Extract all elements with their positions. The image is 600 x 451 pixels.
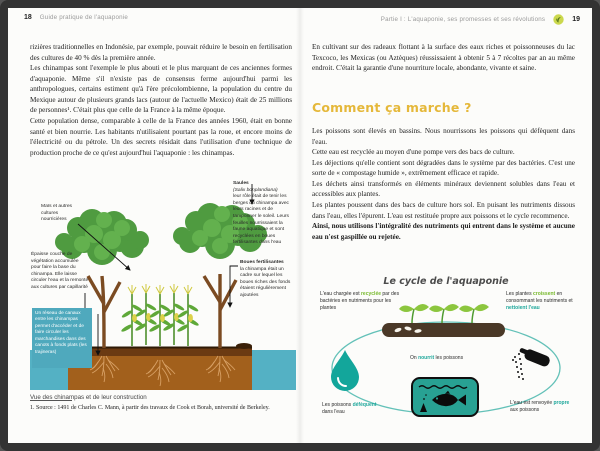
cycle-label-clean-water: L'eau est renvoyée propre aux poissons [510, 400, 570, 413]
right-page-number: 19 [572, 16, 580, 23]
chinampa-diagram [30, 180, 296, 422]
willow-trunks [88, 274, 236, 348]
right-paragraph-2: Cette eau est recyclée au moyen d'une pompe vers des bacs de culture. [312, 148, 515, 157]
cycle-label-plants: Les plantes croissent en consommant les nutriments et nettoient l'eau [506, 291, 573, 311]
left-running-title: Guide pratique de l'aquaponie [39, 14, 128, 21]
fish-tank [412, 378, 478, 416]
cycle-label-fish-waste: Les poissons défèquent dans l'eau [322, 402, 377, 415]
aquaponics-cycle-diagram [312, 276, 580, 441]
left-paragraph-3: Cette population dense, comparable à celle de la France des années 1960, était en bonne santé et bien nourrie. Les habitants n'utilisaient pourtant pas la roue, et encore moins de l'électricité ou du pétrole. Un des secrets résidait dans l'utilisation d'une technique de production proche de ce qu'est aujourd'hui l'aquaponie : les chinampas. [30, 117, 292, 157]
page-gutter [296, 8, 304, 443]
figure-caption: Vue des chinampas et de leur construction [30, 394, 147, 401]
corn-label: Maïs et autres cultures nourricières [41, 204, 72, 223]
left-paragraph-2: Les chinampas sont l'exemple le plus abouti et le plus marquant de ces anciennes formes d'aquaponie. Même s'il n'existe pas de consensus ferme aujourd'hui parmi les anthropologues, certains estiment qu'à l'ère précolombienne, la population du centre du Mexique autour de plusieurs grands lacs (autour de l'actuelle Mexico) était de 25 millions de personnes¹. C'était plus que celle de la France à la même époque. [30, 64, 292, 115]
right-paragraph-3: Les déjections qu'elle contient sont dégradées dans le système par des bactéries. C'est une sorte de « compostage humide », extrêmement efficace et rapide. [312, 158, 575, 178]
corn-plants [120, 284, 199, 346]
left-paragraph-1: rizières traditionnelles en Indonésie, par exemple, pouvait réduire le besoin en fertilisation des cultures de 40 % dès la première année. [30, 43, 292, 62]
left-page-text-block [30, 42, 292, 158]
grow-bed [382, 323, 505, 337]
footnote-rule [30, 400, 72, 401]
vegetation-layer-label: Épaisse couche de végétation accumulée pour faire la base du chinampa. Elle laisse circuler l'eau et la remonte aux cultures par capillarité [31, 252, 89, 291]
right-paragraph-1: Les poissons sont élevés en bassins. Nous nourrissons les poissons qui défèquent dans l'eau. [312, 127, 575, 146]
footnote: 1. Source : 1491 de Charles C. Mann, à partir des travaux de Cook et Borah, université de Berkeley. [30, 405, 270, 411]
right-bold-paragraph: Ainsi, nous utilisons l'intégralité des nutriments qui entrent dans le système et aucune eau n'est gaspillée ou rejetée. [312, 222, 575, 241]
page-spread [8, 8, 592, 443]
section-heading: Comment ça marche ? [312, 100, 472, 115]
canal-network-label: Un réseau de canaux entre les chinampas permet d'accéder et de faire circuler les marchandises dans des canots à fonds plats (les trajineras) [32, 308, 92, 368]
left-running-header [24, 14, 128, 21]
feeding-hand-icon [512, 346, 551, 380]
willow-label: Saules (Salix bonplandiana) leur rôle était de tenir les berges du chinampa avec leurs racines et de tamponner le soleil. Leurs feuilles nourrissaient la faune aquatique et sont recyclées en boues fertilisantes dans l'eau [233, 181, 290, 246]
right-running-header [381, 14, 580, 25]
right-page-text-block [312, 126, 575, 242]
left-page-number: 18 [24, 14, 32, 21]
right-running-title: Partie I : L'aquaponie, ses promesses et ses révolutions [380, 16, 546, 23]
cycle-title: Le cycle de l'aquaponie [383, 276, 509, 287]
cycle-label-bacteria: L'eau chargée est recyclée par des bactéries en nutriments pour les plantes [320, 291, 400, 311]
cycle-label-feeding: On nourrit les poissons [410, 355, 464, 361]
chinampa-soil [68, 347, 252, 391]
sludge-label: Boues fertilisantes la chinampa était un cadre sur lequel les boues riches des fonds étaient régulièrement ajoutées [240, 260, 291, 299]
right-paragraph-5: Les plantes poussent dans des bacs de culture hors sol. En puisant les nutriments dissous dans l'eau, elles l'épurent. L'eau est restituée propre aux poissons et le cycle recommence. [312, 201, 575, 220]
right-paragraph-4: Les déchets ainsi transformés en éléments minéraux deviennent solubles dans l'eau et accessibles aux plantes. [312, 179, 575, 199]
right-intro-paragraph: En cultivant sur des radeaux flottant à la surface des eaux riches et poissonneuses du lac Texcoco, les Mexicas (ou Aztèques) réussissaient à obtenir 5 à 7 récoltes par an au même endroit. C'était la garantie d'une nourriture locale, abondante, vivante et saine. [312, 43, 575, 73]
leaf-logo-icon [553, 14, 564, 25]
right-intro-block [312, 42, 575, 74]
plant-sprouts [399, 304, 489, 323]
